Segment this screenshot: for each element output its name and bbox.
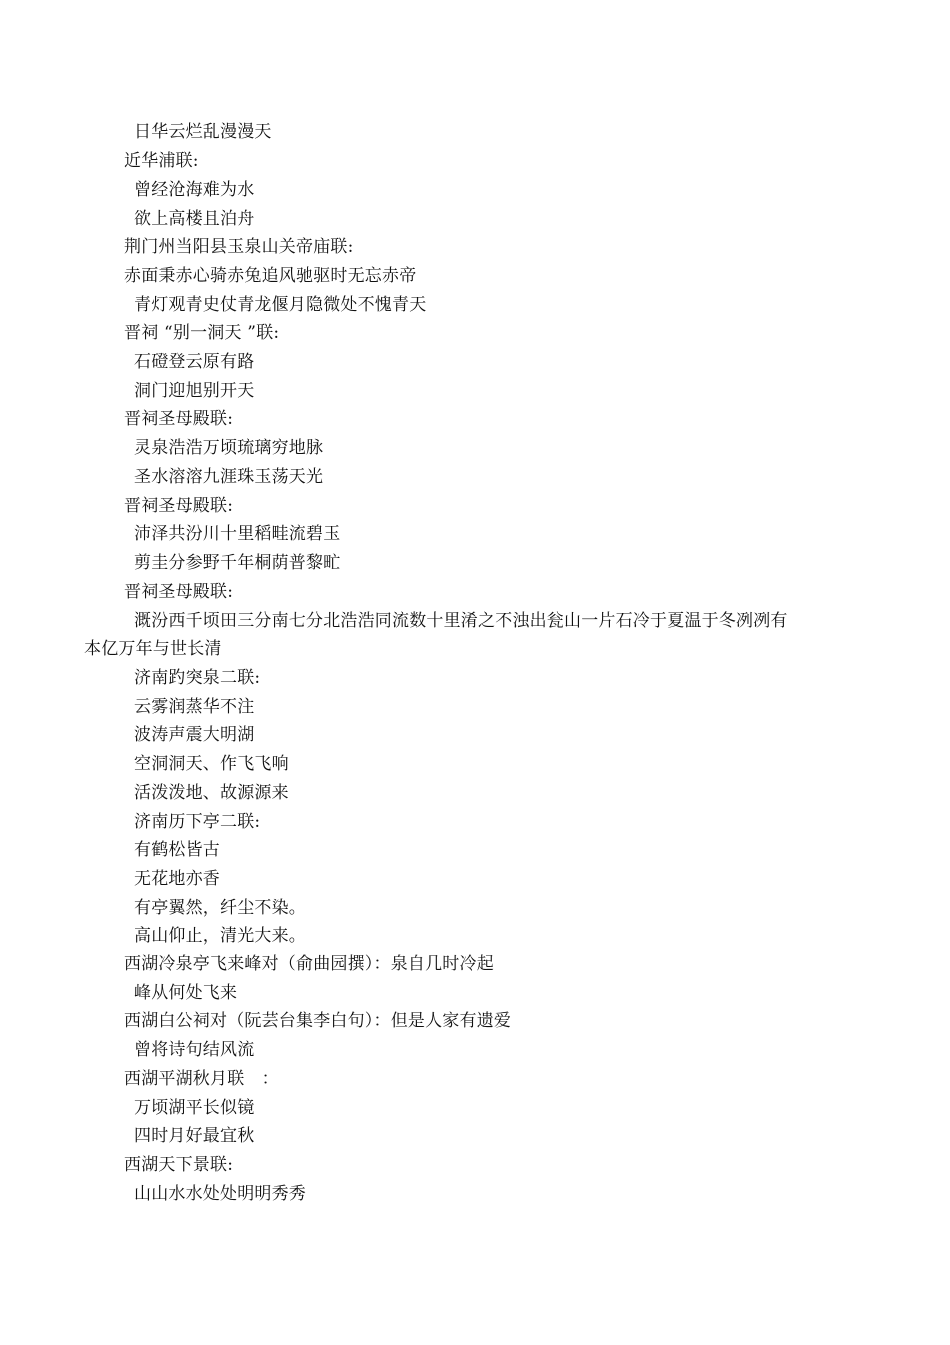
text-line: 有鹤松皆古	[134, 840, 220, 860]
couplet-heading: 西湖冷泉亭飞来峰对（俞曲园撰）：泉自几时冷起	[124, 954, 494, 974]
text-line: 青灯观青史仗青龙偃月隐微处不愧青天	[134, 295, 427, 315]
text-line: 本亿万年与世长清	[84, 639, 222, 659]
text-line: 峰从何处飞来	[134, 983, 238, 1003]
couplet-heading: 晋祠圣母殿联:	[124, 582, 234, 602]
text-line: 山山水水处处明明秀秀	[134, 1184, 306, 1204]
couplet-heading: 近华浦联:	[124, 151, 199, 171]
text-line: 圣水溶溶九涯珠玉荡天光	[134, 467, 324, 487]
text-line: 赤面秉赤心骑赤兔追风驰驱时无忘赤帝	[124, 266, 417, 286]
couplet-heading: 西湖平湖秋月联 ：	[124, 1069, 279, 1089]
text-line: 欲上高楼且泊舟	[134, 209, 255, 229]
text-line: 沛泽共汾川十里稻畦流碧玉	[134, 524, 341, 544]
text-line: 活泼泼地、故源源来	[134, 783, 289, 803]
text-line: 曾经沧海难为水	[134, 180, 255, 200]
text-line: 万顷湖平长似镜	[134, 1098, 255, 1118]
text-line: 日华云烂乱漫漫天	[134, 122, 272, 142]
couplet-heading: 西湖天下景联:	[124, 1155, 234, 1175]
text-line: 高山仰止，清光大来。	[134, 926, 306, 946]
couplet-heading: 济南趵突泉二联:	[134, 668, 261, 688]
text-line: 溉汾西千顷田三分南七分北浩浩同流数十里淆之不浊出瓮山一片石冷于夏温于冬冽冽有	[134, 611, 788, 631]
text-line: 有亭翼然，纤尘不染。	[134, 898, 306, 918]
text-line: 云雾润蒸华不注	[134, 697, 255, 717]
text-line: 洞门迎旭别开天	[134, 381, 255, 401]
text-line: 无花地亦香	[134, 869, 220, 889]
couplet-heading: 晋祠圣母殿联:	[124, 409, 234, 429]
text-line: 四时月好最宜秋	[134, 1126, 255, 1146]
text-line: 波涛声震大明湖	[134, 725, 255, 745]
couplet-heading: 济南历下亭二联:	[134, 812, 261, 832]
text-line: 空洞洞天、作飞飞响	[134, 754, 289, 774]
text-line: 曾将诗句结风流	[134, 1040, 255, 1060]
couplet-heading: 晋祠 “别一洞天 ”联:	[124, 323, 280, 343]
couplet-heading: 荆门州当阳县玉泉山关帝庙联:	[124, 237, 354, 257]
text-line: 剪圭分参野千年桐荫普黎甿	[134, 553, 341, 573]
couplet-heading: 西湖白公祠对（阮芸台集李白句）：但是人家有遗爱	[124, 1011, 512, 1031]
text-line: 石磴登云原有路	[134, 352, 255, 372]
couplet-heading: 晋祠圣母殿联:	[124, 496, 234, 516]
text-line: 灵泉浩浩万顷琉璃穷地脉	[134, 438, 324, 458]
